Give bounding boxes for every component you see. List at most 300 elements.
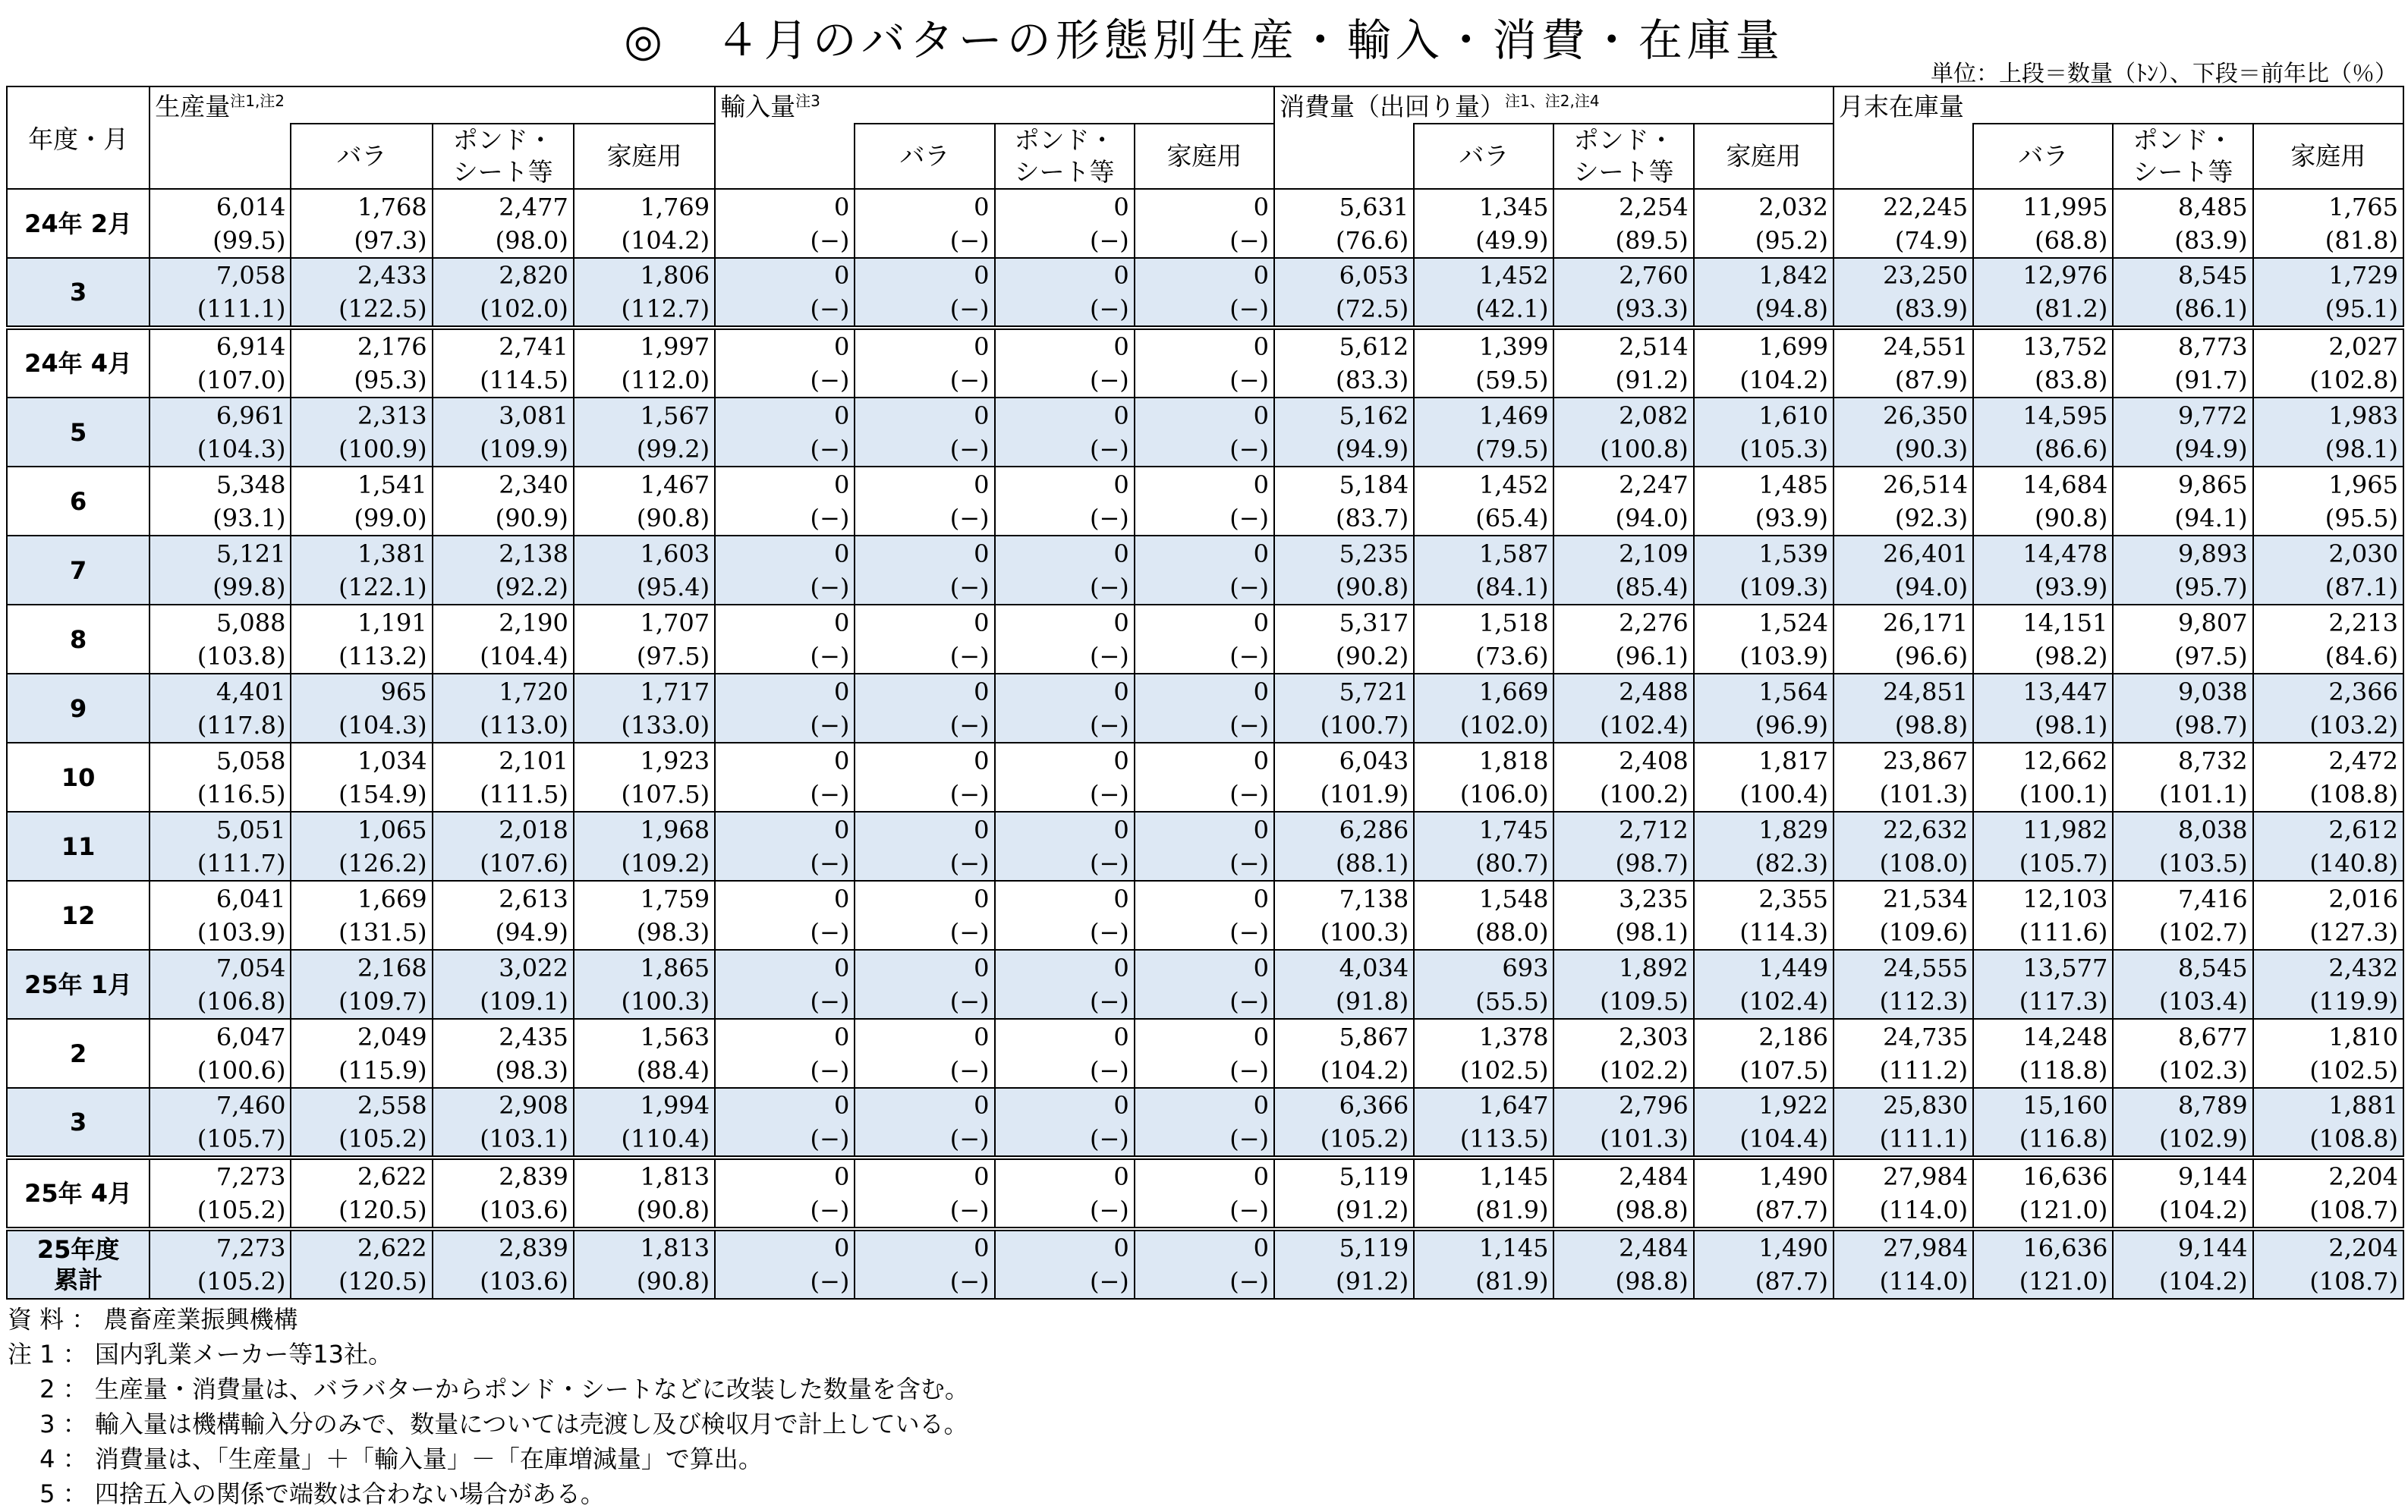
data-cell [2253, 674, 2403, 743]
data-cell [715, 189, 855, 258]
data-cell [2113, 258, 2252, 328]
quantity-value: 1,813 [640, 1162, 710, 1191]
quantity-value: 2,313 [357, 401, 427, 430]
yoy-ratio-value: (−) [1089, 848, 1129, 878]
yoy-ratio-value: (109.9) [480, 434, 568, 464]
yoy-ratio-value: (109.1) [480, 986, 568, 1016]
quantity-value: 14,684 [2022, 470, 2108, 499]
data-cell [291, 1088, 432, 1158]
yoy-ratio-value: (98.8) [1615, 1196, 1689, 1224]
data-cell [291, 674, 432, 743]
yoy-ratio-value: (87.1) [2325, 572, 2398, 602]
quantity-value: 1,490 [1758, 1234, 1828, 1262]
quantity-value: 0 [1113, 953, 1129, 982]
quantity-value: 14,478 [2022, 539, 2108, 568]
yoy-ratio-value: (−) [810, 779, 850, 809]
data-cell [1553, 605, 1693, 674]
row-label: 11 [7, 812, 150, 881]
subheader-household: 家庭用 [2253, 124, 2403, 189]
quantity-value: 2,432 [2328, 953, 2398, 982]
data-cell [715, 536, 855, 605]
group-total-subheader [150, 124, 291, 189]
data-cell [1834, 258, 1973, 328]
yoy-ratio-value: (112.7) [621, 294, 710, 323]
quantity-value: 26,514 [1883, 470, 1969, 499]
quantity-value: 2,213 [2328, 608, 2398, 637]
yoy-ratio-value: (112.0) [621, 366, 710, 395]
yoy-ratio-value: (93.1) [212, 503, 286, 533]
yoy-ratio-value: (92.2) [495, 572, 568, 602]
data-cell [1973, 467, 2113, 536]
data-cell [1694, 536, 1834, 605]
quantity-value: 1,699 [1758, 332, 1828, 361]
quantity-value: 2,032 [1758, 192, 1828, 222]
table-row [7, 743, 2403, 812]
yoy-ratio-value: (81.9) [1475, 1196, 1549, 1224]
yoy-ratio-value: (98.3) [636, 917, 710, 947]
quantity-value: 27,984 [1883, 1234, 1969, 1262]
data-cell [291, 536, 432, 605]
data-cell [1414, 328, 1553, 398]
data-cell [574, 258, 715, 328]
data-cell [1694, 743, 1834, 812]
table-row [7, 1229, 2403, 1299]
yoy-ratio-value: (−) [1229, 917, 1270, 947]
data-cell [1135, 605, 1274, 674]
yoy-ratio-value: (106.8) [197, 986, 286, 1016]
yoy-ratio-value: (96.6) [1894, 641, 1969, 671]
yoy-ratio-value: (86.1) [2174, 294, 2248, 323]
quantity-value: 2,138 [499, 539, 568, 568]
quantity-value: 0 [833, 953, 850, 982]
yoy-ratio-value: (−) [1229, 641, 1270, 671]
data-cell [1274, 1088, 1414, 1158]
yoy-ratio-value: (114.5) [480, 366, 568, 395]
data-cell [1834, 328, 1973, 398]
data-cell [1834, 536, 1973, 605]
yoy-ratio-value: (98.2) [2035, 641, 2108, 671]
data-cell [433, 881, 574, 950]
data-cell [1973, 605, 2113, 674]
data-cell [1135, 743, 1274, 812]
data-cell [1274, 398, 1414, 467]
yoy-ratio-value: (−) [1089, 1055, 1129, 1085]
data-cell [1553, 328, 1693, 398]
quantity-value: 5,317 [1339, 608, 1409, 637]
yoy-ratio-value: (97.3) [354, 225, 427, 255]
data-cell [715, 328, 855, 398]
yoy-ratio-value: (113.2) [338, 641, 427, 671]
quantity-value: 0 [1253, 677, 1270, 706]
yoy-ratio-value: (102.5) [1459, 1055, 1549, 1085]
data-cell [150, 812, 291, 881]
yoy-ratio-value: (83.3) [1336, 366, 1409, 395]
quantity-value: 9,807 [2177, 608, 2248, 637]
quantity-value: 0 [1253, 608, 1270, 637]
yoy-ratio-value: (88.4) [636, 1055, 710, 1085]
yoy-ratio-value: (83.8) [2035, 366, 2108, 395]
yoy-ratio-value: (100.3) [621, 986, 710, 1016]
quantity-value: 8,732 [2177, 746, 2248, 775]
data-cell [1274, 328, 1414, 398]
quantity-value: 4,401 [216, 677, 286, 706]
data-cell [855, 1229, 994, 1299]
yoy-ratio-value: (−) [1089, 779, 1129, 809]
quantity-value: 0 [974, 401, 990, 430]
yoy-ratio-value: (88.0) [1475, 917, 1549, 947]
yoy-ratio-value: (−) [1229, 848, 1270, 878]
data-cell [1834, 1229, 1973, 1299]
data-cell [715, 950, 855, 1019]
yoy-ratio-value: (−) [1089, 366, 1129, 395]
data-cell [995, 189, 1135, 258]
yoy-ratio-value: (94.9) [1336, 434, 1409, 464]
data-cell [1973, 328, 2113, 398]
yoy-ratio-value: (103.8) [197, 641, 286, 671]
quantity-value: 0 [974, 884, 990, 913]
data-cell [574, 743, 715, 812]
quantity-value: 0 [974, 1091, 990, 1120]
yoy-ratio-value: (140.8) [2309, 848, 2398, 878]
yoy-ratio-value: (100.3) [1320, 917, 1409, 947]
yoy-ratio-value: (−) [1089, 572, 1129, 602]
quantity-value: 0 [1113, 539, 1129, 568]
data-cell [995, 605, 1135, 674]
quantity-value: 1,729 [2328, 261, 2398, 290]
quantity-value: 0 [1113, 608, 1129, 637]
data-cell [2253, 398, 2403, 467]
data-cell [855, 812, 994, 881]
yoy-ratio-value: (90.9) [495, 503, 568, 533]
quantity-value: 5,867 [1339, 1022, 1409, 1051]
yoy-ratio-value: (103.6) [480, 1196, 568, 1224]
yoy-ratio-value: (96.9) [1755, 710, 1828, 740]
quantity-value: 7,058 [216, 261, 286, 290]
quantity-value: 1,452 [1478, 470, 1549, 499]
data-cell [433, 1229, 574, 1299]
data-cell [1553, 398, 1693, 467]
data-cell [1414, 812, 1553, 881]
data-cell [574, 328, 715, 398]
data-cell [1414, 950, 1553, 1019]
yoy-ratio-value: (91.2) [1615, 366, 1689, 395]
quantity-value: 5,088 [216, 608, 286, 637]
quantity-value: 1,768 [357, 192, 427, 222]
footnotes [8, 1302, 969, 1511]
quantity-value: 2,168 [357, 953, 427, 982]
quantity-value: 0 [1253, 261, 1270, 290]
quantity-value: 26,401 [1883, 539, 1969, 568]
quantity-value: 1,567 [640, 401, 710, 430]
yoy-ratio-value: (107.6) [480, 848, 568, 878]
table-row [7, 1158, 2403, 1229]
yoy-ratio-value: (113.5) [1459, 1124, 1549, 1153]
data-cell [1135, 674, 1274, 743]
data-cell [1834, 1019, 1973, 1088]
quantity-value: 0 [974, 677, 990, 706]
table-row [7, 467, 2403, 536]
quantity-value: 7,416 [2177, 884, 2248, 913]
data-cell [995, 328, 1135, 398]
data-cell [995, 398, 1135, 467]
row-label: 2 [7, 1019, 150, 1088]
yoy-ratio-value: (100.6) [197, 1055, 286, 1085]
data-cell [291, 1158, 432, 1229]
yoy-ratio-value: (99.2) [636, 434, 710, 464]
quantity-value: 2,082 [1619, 401, 1689, 430]
quantity-value: 6,053 [1339, 261, 1409, 290]
data-cell [1414, 258, 1553, 328]
data-cell [1135, 398, 1274, 467]
data-cell [150, 258, 291, 328]
quantity-value: 1,541 [357, 470, 427, 499]
quantity-value: 0 [1253, 1234, 1270, 1262]
data-cell [855, 189, 994, 258]
quantity-value: 0 [833, 608, 850, 637]
data-cell [1834, 950, 1973, 1019]
quantity-value: 0 [1113, 815, 1129, 844]
quantity-value: 9,893 [2177, 539, 2248, 568]
yoy-ratio-value: (102.7) [2159, 917, 2248, 947]
quantity-value: 0 [833, 332, 850, 361]
quantity-value: 1,983 [2328, 401, 2398, 430]
quantity-value: 0 [974, 192, 990, 222]
unit-label: 単位：上段＝数量（ﾄﾝ）、下段＝前年比（％） [1931, 61, 2397, 87]
quantity-value: 1,469 [1478, 401, 1549, 430]
yoy-ratio-value: (108.0) [1879, 848, 1969, 878]
data-cell [1973, 812, 2113, 881]
quantity-value: 2,477 [499, 192, 568, 222]
yoy-ratio-value: (87.7) [1755, 1196, 1828, 1224]
data-cell [574, 467, 715, 536]
yoy-ratio-value: (−) [1089, 1124, 1129, 1153]
quantity-value: 1,994 [640, 1091, 710, 1120]
data-cell [1274, 812, 1414, 881]
data-cell [715, 743, 855, 812]
yoy-ratio-value: (104.2) [2159, 1196, 2248, 1224]
data-cell [1834, 398, 1973, 467]
yoy-ratio-value: (102.2) [1600, 1055, 1689, 1085]
quantity-value: 2,796 [1619, 1091, 1689, 1120]
quantity-value: 1,968 [640, 815, 710, 844]
quantity-value: 22,632 [1883, 815, 1969, 844]
yoy-ratio-value: (109.6) [1879, 917, 1969, 947]
yoy-ratio-value: (117.3) [2019, 986, 2108, 1016]
yoy-ratio-value: (−) [1229, 294, 1270, 323]
yoy-ratio-value: (−) [810, 366, 850, 395]
yoy-ratio-value: (100.9) [338, 434, 427, 464]
data-cell [150, 189, 291, 258]
data-cell [715, 1229, 855, 1299]
quantity-value: 8,789 [2177, 1091, 2248, 1120]
quantity-value: 0 [1253, 884, 1270, 913]
quantity-value: 965 [380, 677, 427, 706]
yoy-ratio-value: (103.1) [480, 1124, 568, 1153]
subheader-household: 家庭用 [574, 124, 715, 189]
data-cell [150, 398, 291, 467]
data-cell [1274, 1019, 1414, 1088]
yoy-ratio-value: (81.8) [2325, 225, 2398, 255]
data-cell [1694, 328, 1834, 398]
quantity-value: 25,830 [1883, 1091, 1969, 1120]
yoy-ratio-value: (108.8) [2309, 779, 2398, 809]
quantity-value: 2,908 [499, 1091, 568, 1120]
data-cell [855, 1019, 994, 1088]
quantity-value: 3,235 [1619, 884, 1689, 913]
yoy-ratio-value: (−) [1229, 366, 1270, 395]
data-cell [1135, 258, 1274, 328]
yoy-ratio-value: (73.6) [1475, 641, 1549, 671]
data-cell [2113, 812, 2252, 881]
quantity-value: 1,034 [357, 746, 427, 775]
data-cell [433, 605, 574, 674]
quantity-value: 1,813 [640, 1234, 710, 1262]
data-cell [2113, 881, 2252, 950]
data-cell [291, 743, 432, 812]
subheader-bulk: バラ [855, 124, 994, 189]
quantity-value: 6,914 [216, 332, 286, 361]
quantity-value: 1,817 [1758, 746, 1828, 775]
yoy-ratio-value: (98.1) [2325, 434, 2398, 464]
quantity-value: 24,735 [1883, 1022, 1969, 1051]
data-cell [1553, 258, 1693, 328]
yoy-ratio-value: (−) [1229, 779, 1270, 809]
yoy-ratio-value: (88.1) [1336, 848, 1409, 878]
footnote-line: 2 ： 生産量・消費量は、バラバターからポンド・シートなどに改装した数量を含む。 [8, 1375, 969, 1404]
data-cell [2113, 467, 2252, 536]
data-cell [715, 467, 855, 536]
quantity-value: 1,745 [1478, 815, 1549, 844]
yoy-ratio-value: (100.1) [2019, 779, 2108, 809]
quantity-value: 1,564 [1758, 677, 1828, 706]
yoy-ratio-value: (99.0) [354, 503, 427, 533]
quantity-value: 0 [974, 1162, 990, 1191]
data-cell [1274, 189, 1414, 258]
yoy-ratio-value: (102.9) [2159, 1124, 2248, 1153]
quantity-value: 1,669 [1478, 677, 1549, 706]
yoy-ratio-value: (113.0) [480, 710, 568, 740]
data-cell [1973, 1229, 2113, 1299]
data-cell [715, 1019, 855, 1088]
data-cell [1553, 1158, 1693, 1229]
quantity-value: 0 [1113, 332, 1129, 361]
yoy-ratio-value: (102.4) [1739, 986, 1828, 1016]
data-cell [1834, 467, 1973, 536]
yoy-ratio-value: (90.8) [636, 1196, 710, 1224]
data-cell [150, 1158, 291, 1229]
data-cell [2253, 1088, 2403, 1158]
quantity-value: 1,485 [1758, 470, 1828, 499]
data-cell [995, 536, 1135, 605]
table-row [7, 328, 2403, 398]
row-label: 8 [7, 605, 150, 674]
yoy-ratio-value: (95.3) [354, 366, 427, 395]
data-cell [433, 398, 574, 467]
quantity-value: 1,490 [1758, 1162, 1828, 1191]
quantity-value: 2,622 [357, 1162, 427, 1191]
yoy-ratio-value: (−) [810, 986, 850, 1016]
data-cell [1973, 536, 2113, 605]
data-cell [715, 258, 855, 328]
yoy-ratio-value: (102.0) [480, 294, 568, 323]
yoy-ratio-value: (107.0) [197, 366, 286, 395]
quantity-value: 0 [833, 1162, 850, 1191]
quantity-value: 12,103 [2022, 884, 2108, 913]
yoy-ratio-value: (87.9) [1894, 366, 1969, 395]
quantity-value: 0 [1253, 192, 1270, 222]
yoy-ratio-value: (89.5) [1615, 225, 1689, 255]
quantity-value: 1,965 [2328, 470, 2398, 499]
data-cell [855, 467, 994, 536]
quantity-value: 9,038 [2177, 677, 2248, 706]
data-cell [1973, 1088, 2113, 1158]
quantity-value: 1,810 [2328, 1022, 2398, 1051]
quantity-value: 0 [833, 539, 850, 568]
data-cell [1274, 1158, 1414, 1229]
quantity-value: 2,190 [499, 608, 568, 637]
quantity-value: 0 [974, 1234, 990, 1262]
yoy-ratio-value: (114.0) [1879, 1267, 1969, 1296]
yoy-ratio-value: (98.0) [495, 225, 568, 255]
quantity-value: 0 [1253, 953, 1270, 982]
quantity-value: 693 [1502, 953, 1549, 982]
quantity-value: 2,433 [357, 261, 427, 290]
yoy-ratio-value: (108.7) [2309, 1196, 2398, 1224]
yoy-ratio-value: (−) [949, 1124, 990, 1153]
yoy-ratio-value: (101.9) [1320, 779, 1409, 809]
data-cell [995, 1158, 1135, 1229]
data-cell [291, 189, 432, 258]
quantity-value: 15,160 [2022, 1091, 2108, 1120]
yoy-ratio-value: (94.8) [1755, 294, 1828, 323]
yoy-ratio-value: (65.4) [1475, 503, 1549, 533]
data-cell [995, 467, 1135, 536]
data-cell [150, 1019, 291, 1088]
data-cell [433, 328, 574, 398]
data-cell [1135, 1019, 1274, 1088]
quantity-value: 1,378 [1478, 1022, 1549, 1051]
data-cell [995, 1019, 1135, 1088]
data-cell [1274, 1229, 1414, 1299]
quantity-value: 3,081 [499, 401, 568, 430]
data-cell [995, 674, 1135, 743]
quantity-value: 5,184 [1339, 470, 1409, 499]
yoy-ratio-value: (−) [949, 225, 990, 255]
data-cell [150, 743, 291, 812]
quantity-value: 1,145 [1478, 1234, 1549, 1262]
yoy-ratio-value: (−) [949, 1055, 990, 1085]
data-cell [574, 398, 715, 467]
quantity-value: 2,839 [499, 1162, 568, 1191]
yoy-ratio-value: (−) [1089, 710, 1129, 740]
data-cell [433, 189, 574, 258]
yoy-ratio-value: (90.8) [2035, 503, 2108, 533]
yoy-ratio-value: (95.5) [2325, 503, 2398, 533]
yoy-ratio-value: (116.5) [197, 779, 286, 809]
quantity-value: 1,452 [1478, 261, 1549, 290]
yoy-ratio-value: (95.1) [2325, 294, 2398, 323]
yoy-ratio-value: (−) [949, 641, 990, 671]
yoy-ratio-value: (98.8) [1894, 710, 1969, 740]
quantity-value: 0 [974, 539, 990, 568]
data-cell [574, 950, 715, 1019]
yoy-ratio-value: (121.0) [2019, 1196, 2108, 1224]
table-row [7, 536, 2403, 605]
page-title: ◎ ４月のバターの形態別生産・輸入・消費・在庫量 [624, 14, 1784, 66]
data-cell [1694, 674, 1834, 743]
quantity-value: 1,345 [1478, 192, 1549, 222]
yoy-ratio-value: (83.7) [1336, 503, 1409, 533]
